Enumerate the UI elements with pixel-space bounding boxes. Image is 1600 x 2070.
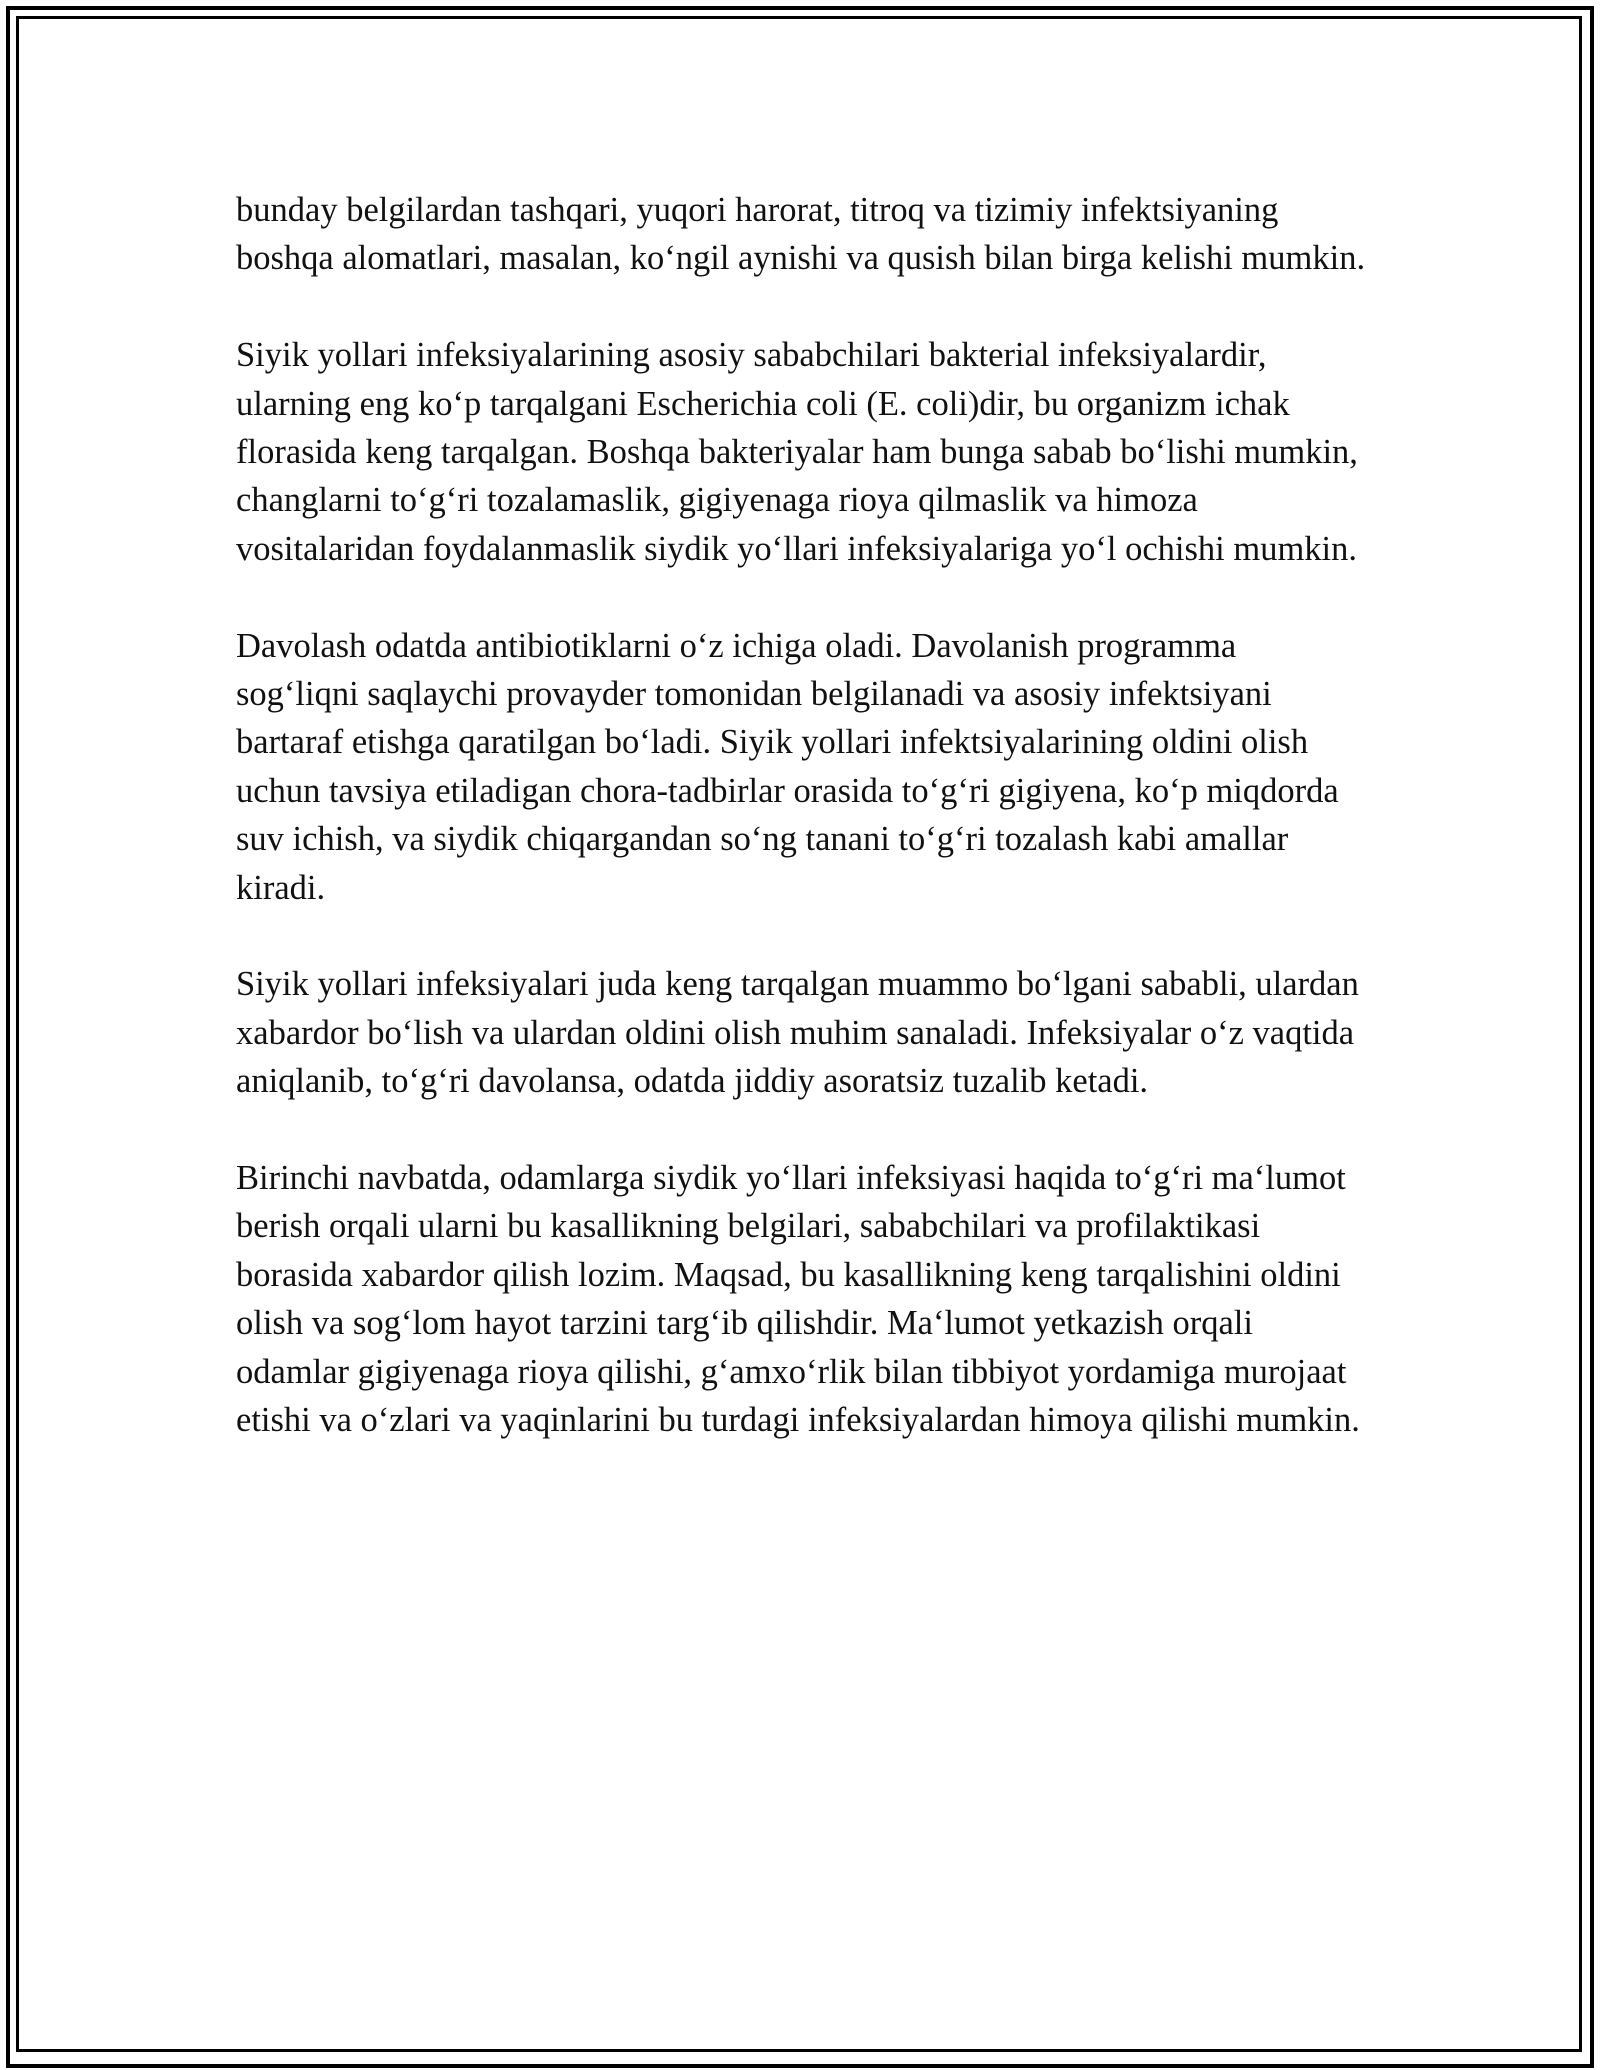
document-body	[236, 186, 1366, 1493]
paragraph-education: Birinchi navbatda, odamlarga siydik yo‘llari infeksiyasi haqida to‘g‘ri ma‘lumot berish orqali ularni bu kasallikning belgilari, sababchilari va profilaktikasi borasida xabardor qilish lozim. Maqsad, bu kasallikning keng tarqalishini oldini olish va sog‘lom hayot tarzini targ‘ib qilishdir. Ma‘lumot yetkazish orqali odamlar gigiyenaga rioya qilishi, g‘amxo‘rlik bilan tibbiyot yordamiga murojaat etishi va o‘zlari va yaqinlarini bu turdagi infeksiyalardan himoya qilishi mumkin.	[236, 1159, 1360, 1440]
paragraph-treatment: Davolash odatda antibiotiklarni o‘z ichiga oladi. Davolanish programma sog‘liqni saqlaychi provayder tomonidan belgilanadi va asosiy infektsiyani bartaraf etishga qaratilgan bo‘ladi. Siyik yollari infektsiyalarining oldini olish uchun tavsiya etiladigan chora-tadbirlar orasida to‘g‘ri gigiyena, ko‘p miqdorda suv ichish, va siydik chiqargandan so‘ng tanani to‘g‘ri tozalash kabi amallar kiradi.	[236, 626, 1339, 907]
paragraph-symptoms: bunday belgilardan tashqari, yuqori harorat, titroq va tizimiy infektsiyaning boshqa alomatlari, masalan, ko‘ngil aynishi va qusish bilan birga kelishi mumkin.	[236, 191, 1366, 278]
paragraph-awareness: Siyik yollari infeksiyalari juda keng tarqalgan muammo bo‘lgani sababli, ulardan xabardor bo‘lish va ulardan oldini olish muhim sanaladi. Infeksiyalar o‘z vaqtida aniqlanib, to‘g‘ri davolansa, odatda jiddiy asoratsiz tuzalib ketadi.	[236, 965, 1359, 1101]
paragraph-causes: Siyik yollari infeksiyalarining asosiy sababchilari bakterial infeksiyalardir, ularning eng ko‘p tarqalgani Escherichia coli (E. coli)dir, bu organizm ichak florasida keng tarqalgan. Boshqa bakteriyalar ham bunga sabab bo‘lishi mumkin, changlarni to‘g‘ri tozalamaslik, gigiyenaga rioya qilmaslik va himoza vositalaridan foydalanmaslik siydik yo‘llari infeksiyalariga yo‘l ochishi mumkin.	[236, 336, 1358, 568]
